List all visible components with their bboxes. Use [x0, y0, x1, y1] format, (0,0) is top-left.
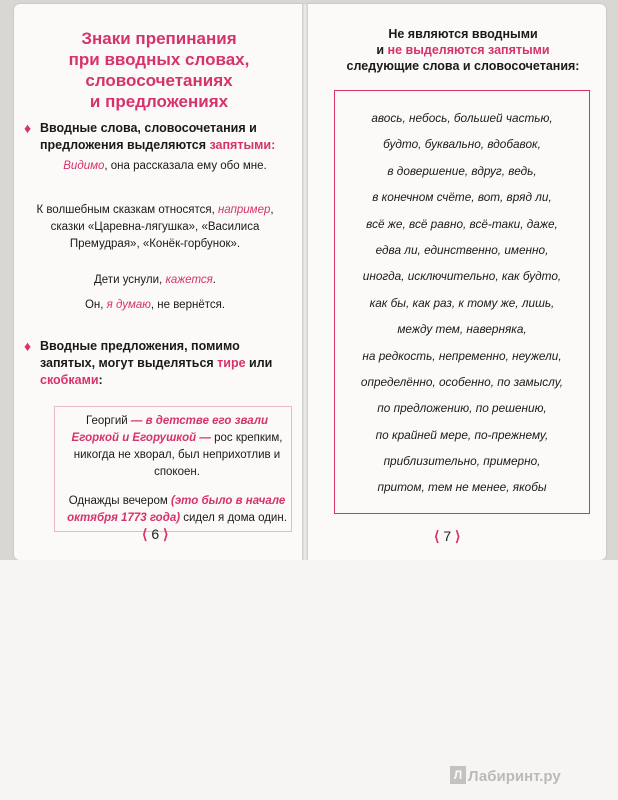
- example-text: Дети уснули,: [94, 274, 166, 286]
- page-number: 6: [151, 526, 160, 542]
- rule-text: [40, 338, 286, 389]
- example-text: сидел я дома один.: [180, 512, 287, 524]
- example-sentence: [63, 493, 291, 527]
- bracket-icon: ⟩: [163, 526, 169, 542]
- page-title: [24, 28, 294, 112]
- list-item: всё же, всё равно, всё-таки, даже,: [366, 216, 558, 231]
- example-box: [54, 406, 292, 532]
- list-item: по предложению, по решению,: [377, 401, 547, 416]
- rule-highlight: запятыми:: [209, 138, 276, 152]
- scan-background: [0, 560, 618, 800]
- title-line: и предложениях: [89, 92, 229, 111]
- diamond-bullet-icon: ♦: [24, 338, 32, 354]
- example-text: Однажды вечером: [68, 495, 171, 507]
- example-highlight: Видимо: [63, 160, 105, 172]
- page-number: 7: [443, 528, 452, 544]
- rule-commas: [24, 120, 286, 154]
- heading-line: следующие слова и словосочетания:: [346, 59, 580, 73]
- list-item: на редкость, непременно, неужели,: [362, 348, 562, 363]
- example-sentence: [30, 202, 280, 253]
- title-line: при вводных словах,: [68, 50, 250, 69]
- title-line: Знаки препинания: [81, 29, 237, 48]
- rule-highlight: скобками: [40, 373, 99, 387]
- example-sentence: [63, 413, 291, 481]
- list-item: авось, небось, большей частью,: [371, 111, 553, 125]
- list-item: в довершение, вдруг, ведь,: [387, 163, 537, 178]
- page-number-left: [142, 526, 169, 543]
- list-heading: [330, 26, 596, 74]
- example-highlight: например: [217, 204, 271, 216]
- rule-text-end: :: [98, 373, 103, 387]
- example-highlight: — в детстве его звали Егоркой и Егорушкой —: [71, 415, 269, 444]
- example-text: рос крепким, никогда не хворал, был неприхотлив и спокоен.: [73, 432, 283, 478]
- example-text: К волшебным сказкам относятся,: [36, 204, 218, 216]
- rule-text: [40, 120, 286, 154]
- list-item: между тем, наверняка,: [397, 322, 527, 337]
- heading-line: [330, 42, 596, 58]
- list-item: определённо, особенно, по замыслу,: [360, 374, 564, 389]
- rule-text-main: Вводные слова, словосочетания и предложения выделяются: [40, 121, 257, 152]
- heading-text: и: [376, 43, 388, 57]
- page-number-right: [434, 528, 461, 545]
- list-item: как бы, как раз, к тому же, лишь,: [369, 295, 555, 310]
- example-highlight: (это было в начале октября 1773 года): [67, 495, 286, 524]
- list-item: будто, буквально, вдобавок,: [383, 137, 541, 152]
- example-sentence: [30, 272, 280, 289]
- title-line: словосочетаниях: [85, 71, 233, 90]
- rule-text-mid: или: [245, 356, 273, 370]
- watermark-logo-icon: Л: [450, 766, 466, 784]
- rule-text-main: Вводные предложения, помимо запятых, могут выделяться: [40, 339, 240, 370]
- list-item: в конечном счёте, вот, вряд ли,: [372, 190, 552, 205]
- heading-line: Не являются вводными: [388, 27, 538, 41]
- example-text: Он,: [84, 299, 107, 311]
- example-highlight: кажется: [165, 274, 213, 286]
- bracket-icon: ⟩: [455, 528, 461, 544]
- word-list: [336, 110, 588, 506]
- example-text: , не вернётся.: [150, 299, 226, 311]
- heading-highlight: не выделяются запятыми: [387, 43, 550, 57]
- diamond-bullet-icon: ♦: [24, 120, 32, 136]
- example-text: , она рассказала ему обо мне.: [104, 160, 267, 172]
- list-item: едва ли, единственно, именно,: [375, 242, 549, 257]
- rule-highlight: тире: [217, 356, 246, 370]
- watermark: Лабиринт.ру: [468, 768, 561, 785]
- rule-dashes-brackets: [24, 338, 286, 389]
- example-text: .: [212, 274, 216, 286]
- bracket-icon: ⟨: [142, 526, 148, 542]
- example-text: Георгий: [85, 415, 131, 427]
- example-sentence: [40, 158, 290, 175]
- bracket-icon: ⟨: [434, 528, 440, 544]
- list-item: иногда, исключительно, как будто,: [362, 269, 562, 284]
- list-item: приблизительно, примерно,: [383, 454, 541, 469]
- book-gutter: [302, 4, 308, 560]
- example-text: , сказки «Царевна-лягушка», «Василиса Премудрая», «Конёк-горбунок».: [50, 204, 274, 250]
- example-highlight: я думаю: [106, 299, 151, 311]
- list-item: притом, тем не менее, якобы: [377, 480, 547, 495]
- list-item: по крайней мере, по-прежнему,: [375, 427, 549, 442]
- example-sentence: [30, 297, 280, 314]
